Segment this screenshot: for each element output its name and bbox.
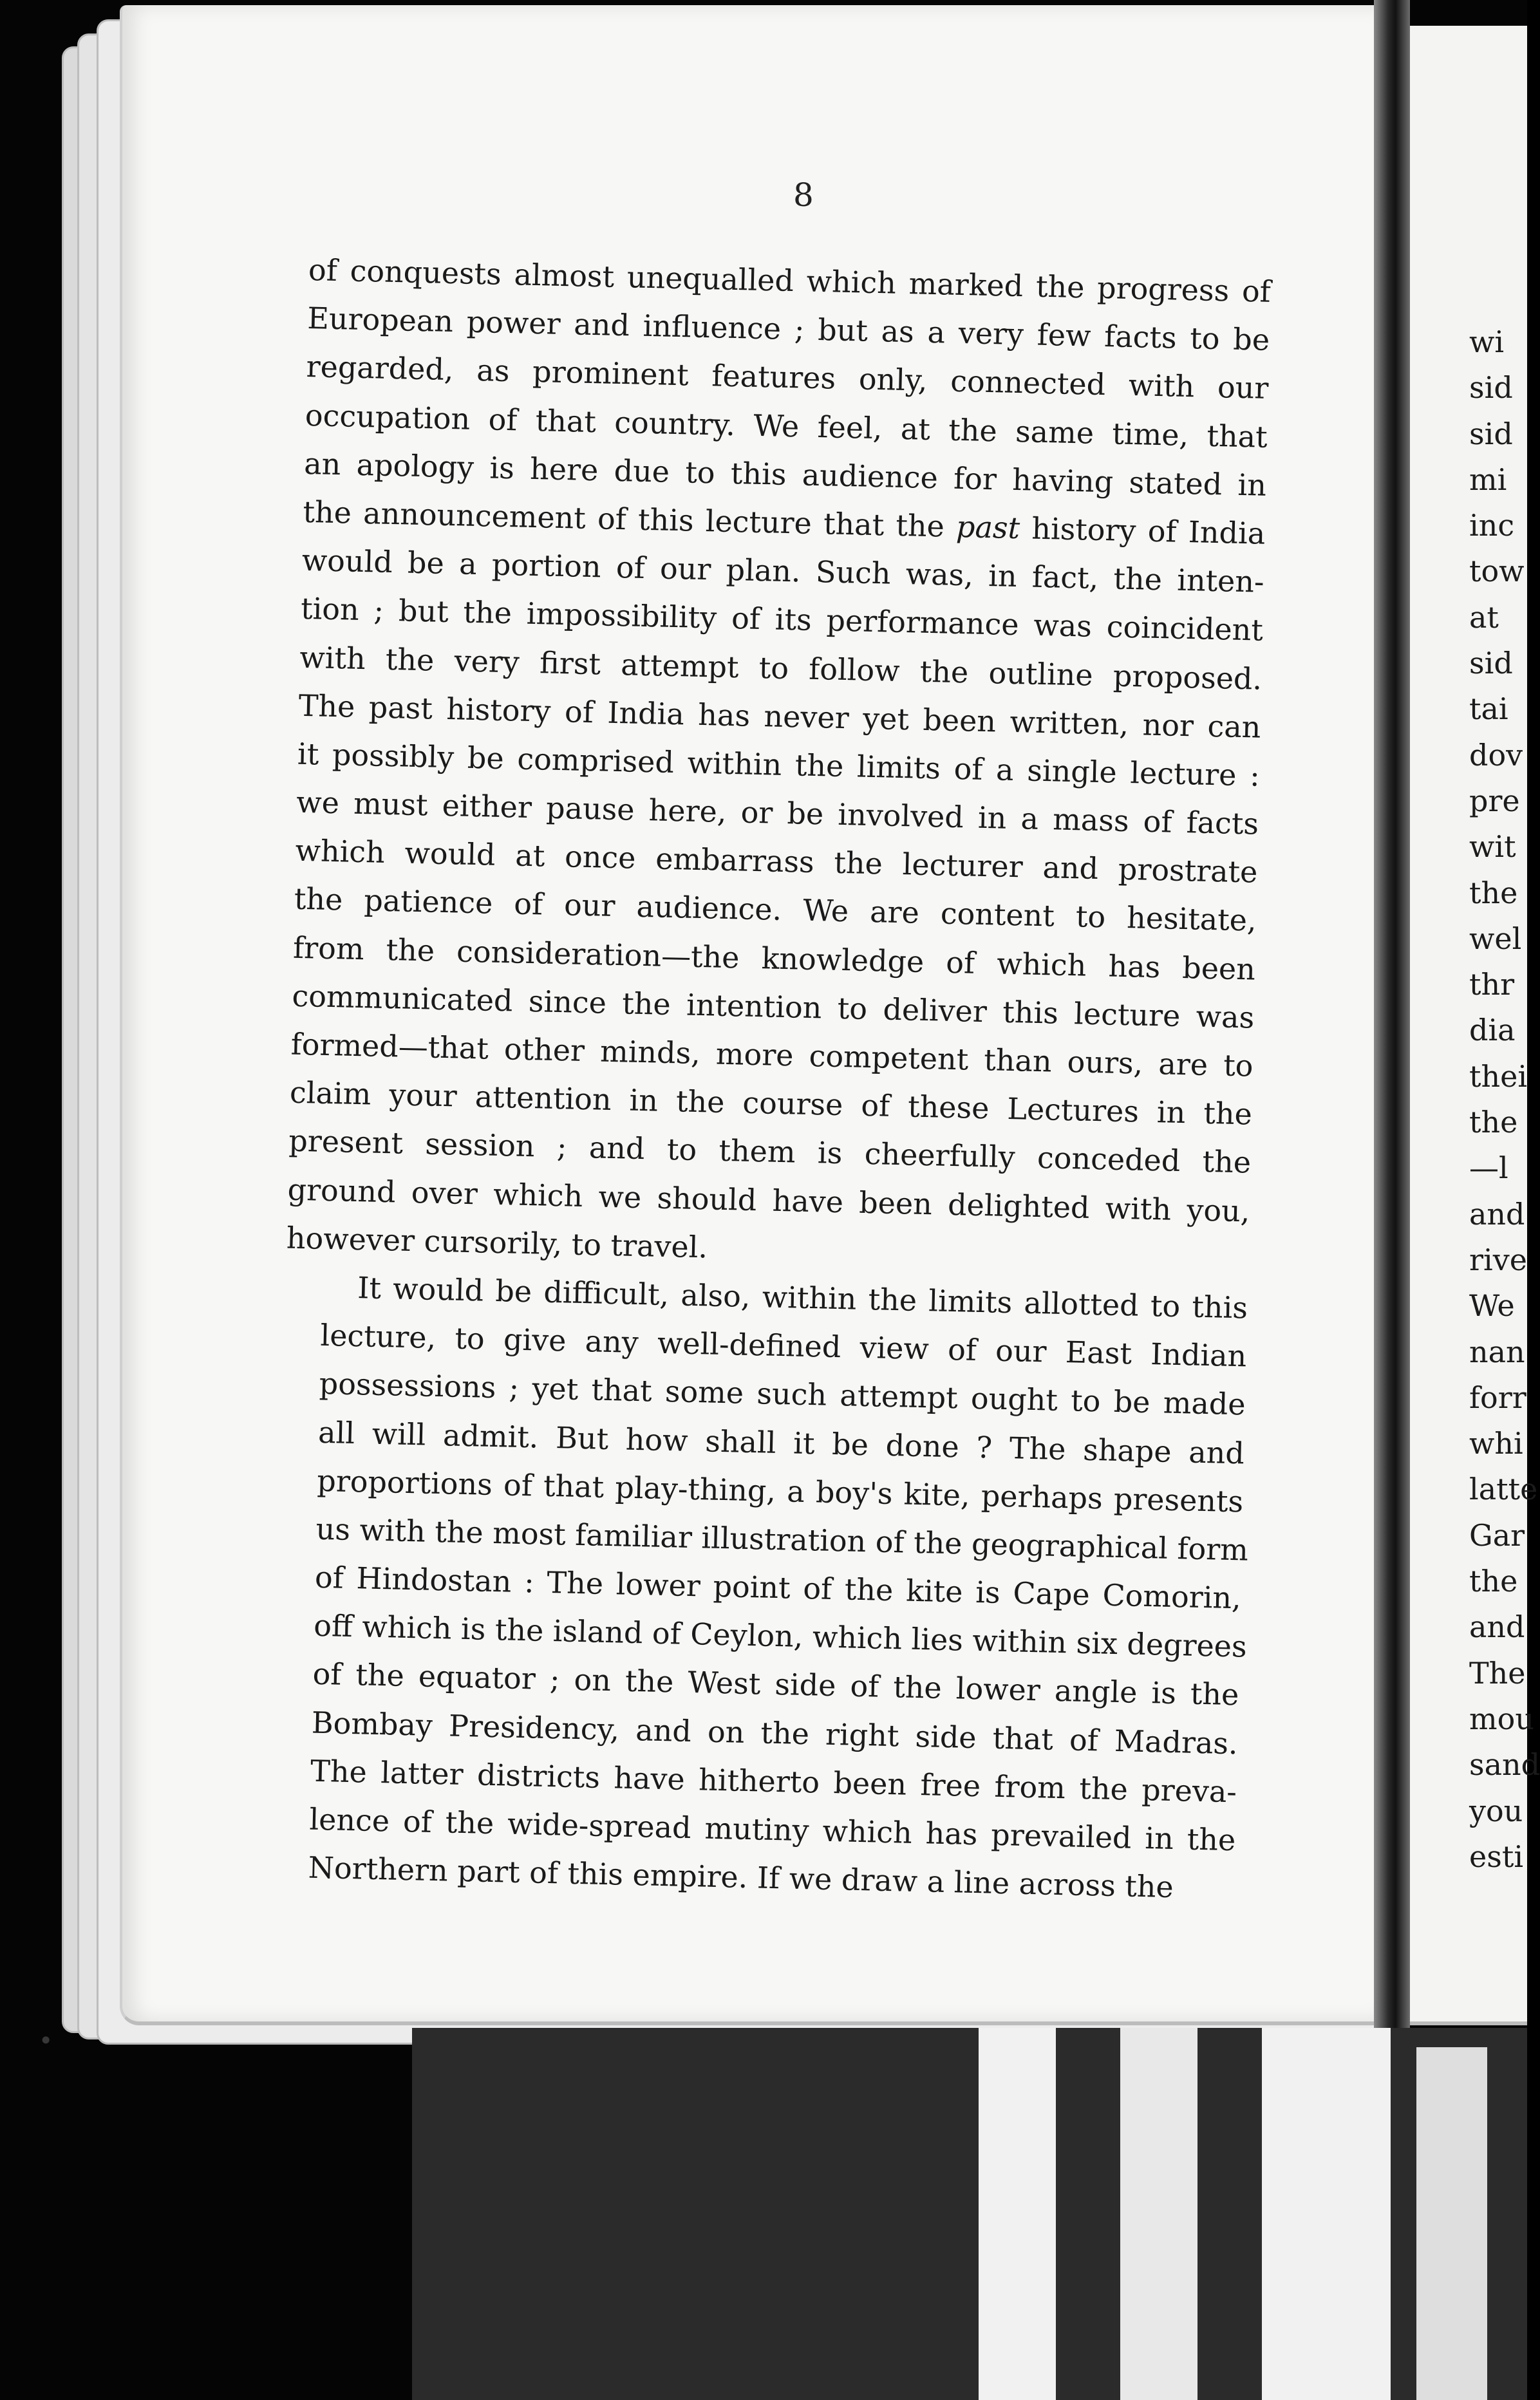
facing-line-fragment: nan (1469, 1334, 1525, 1369)
text-line: us with the most familiar illustration of the geographical form (315, 1511, 1249, 1568)
page-body-text (272, 246, 1272, 1913)
text-line: of conquests almost unequalled which marked the progress of (308, 252, 1272, 309)
text-line: all will admit. But how shall it be done ? The shape and (317, 1414, 1245, 1470)
facing-line-fragment: —l (1469, 1150, 1508, 1186)
facing-line-fragment: mou (1469, 1701, 1534, 1736)
text-line: The past history of India has never yet been written, nor can (298, 688, 1262, 745)
facing-line-fragment: thr (1469, 967, 1515, 1002)
facing-line-fragment: thei (1469, 1058, 1528, 1094)
page-number: 8 (793, 176, 814, 214)
paragraph (272, 1262, 1248, 1913)
text-line: It would be difficult, also, within the limits allotted to this (357, 1270, 1248, 1326)
text-line: The latter districts have hitherto been free from the preva- (310, 1753, 1237, 1810)
text-line: regarded, as prominent features only, connected with our (306, 349, 1269, 406)
scan-paper-slip (1262, 2028, 1391, 2400)
text-line: off which is the island of Ceylon, which lies within six degrees (313, 1608, 1248, 1664)
facing-line-fragment: inc (1469, 508, 1515, 543)
facing-line-fragment: tow (1469, 554, 1525, 589)
facing-line-fragment: wit (1469, 829, 1516, 865)
facing-line-fragment: and (1469, 1609, 1525, 1645)
facing-line-fragment: We (1469, 1288, 1515, 1324)
facing-page (1410, 26, 1540, 2025)
text-line: proportions of that play-thing, a boy's kite, perhaps presents (316, 1463, 1244, 1519)
facing-line-fragment: the (1469, 875, 1518, 910)
facing-line-fragment: pre (1469, 783, 1520, 818)
facing-line-fragment: whi (1469, 1426, 1523, 1461)
facing-line-fragment: sid (1469, 370, 1513, 406)
text-line: tion ; but the impossibility of its performance was coincident (300, 591, 1264, 648)
facing-line-fragment: Gar (1469, 1517, 1525, 1553)
facing-line-fragment: forr (1469, 1380, 1526, 1415)
text-line: the announcement of this lecture that the past history of India (303, 494, 1266, 551)
facing-line-fragment: rive (1469, 1242, 1527, 1277)
facing-line-fragment: sid (1469, 646, 1513, 681)
facing-line-fragment: latte (1469, 1472, 1538, 1507)
facing-line-fragment: dov (1469, 737, 1523, 773)
scan-paper-slip (1416, 2047, 1487, 2400)
text-line: an apology is here due to this audience for having stated in (303, 445, 1267, 503)
scan-paper-slip (979, 2028, 1056, 2400)
facing-line-fragment: tai (1469, 691, 1508, 727)
book-spine (1374, 0, 1410, 2047)
facing-line-fragment: wel (1469, 921, 1522, 956)
text-line: however cursorily, to travel. (286, 1220, 708, 1265)
text-line: Northern part of this empire. If we draw a line across the (308, 1850, 1174, 1905)
text-line: Bombay Presidency, and on the right side that of Madras. (311, 1705, 1239, 1761)
text-line: of the equator ; on the West side of the lower angle is the (312, 1656, 1239, 1712)
facing-page-fragments (1469, 319, 1540, 1880)
facing-line-fragment: the (1469, 1564, 1518, 1599)
facing-line-fragment: mi (1469, 462, 1507, 497)
facing-line-fragment: you (1469, 1793, 1523, 1828)
paragraph (286, 246, 1271, 1284)
text-line: communicated since the intention to deliver this lecture was (291, 978, 1255, 1035)
text-line: formed—that other minds, more competent than ours, are to (290, 1026, 1254, 1083)
facing-line-fragment: The (1469, 1655, 1526, 1691)
facing-line-fragment: and (1469, 1196, 1525, 1232)
text-line: lence of the wide-spread mutiny which has prevailed in the (308, 1801, 1236, 1858)
text-line: present session ; and to them is cheerfully conceded the (288, 1123, 1252, 1180)
facing-line-fragment: dia (1469, 1013, 1516, 1048)
facing-line-fragment: sand (1469, 1747, 1540, 1783)
text-line: from the consideration—the knowledge of which has been (292, 930, 1256, 987)
scan-paper-slip (1120, 2028, 1197, 2400)
text-line: lecture, to give any well-defined view of our East Indian (320, 1317, 1247, 1374)
text-line: the patience of our audience. We are content to hesitate, (294, 881, 1257, 939)
text-line: occupation of that country. We feel, at the same time, that (305, 397, 1268, 455)
text-line: of Hindostan : The lower point of the kite is Cape Comorin, (314, 1559, 1242, 1616)
facing-line-fragment: wi (1469, 324, 1505, 359)
text-line: would be a portion of our plan. Such was, in fact, the inten- (301, 543, 1265, 599)
text-line: ground over which we should have been delighted with you, (287, 1172, 1250, 1229)
text-line: with the very first attempt to follow the outline proposed. (299, 639, 1263, 697)
text-line: which would at once embarrass the lecturer and prostrate (295, 833, 1258, 890)
facing-line-fragment: esti (1469, 1839, 1524, 1874)
facing-line-fragment: at (1469, 599, 1499, 635)
facing-line-fragment: sid (1469, 416, 1513, 451)
facing-line-fragment: the (1469, 1105, 1518, 1140)
text-line: claim your attention in the course of these Lectures in the (289, 1074, 1253, 1132)
text-line: possessions ; yet that some such attempt ought to be made (319, 1366, 1246, 1422)
text-line: we must either pause here, or be involved in a mass of facts (296, 784, 1259, 841)
text-line: it possibly be comprised within the limits of a single lecture : (297, 736, 1261, 793)
text-line: European power and influence ; but as a very few facts to be (306, 301, 1270, 358)
